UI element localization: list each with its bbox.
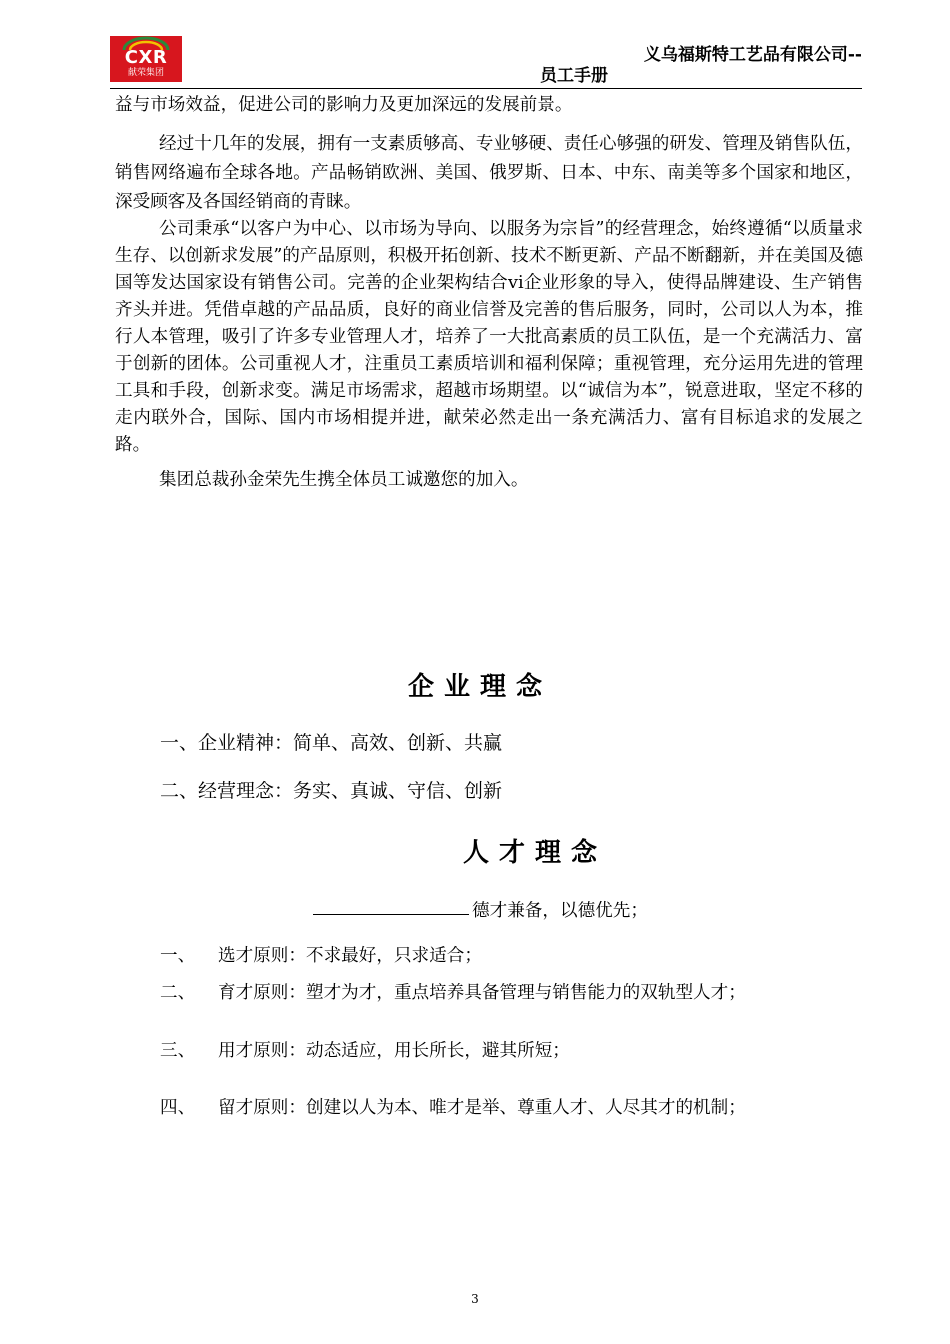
enterprise-spirit: 一、企业精神：简单、高效、创新、共赢 [160, 732, 503, 754]
principle-text: 用才原则：动态适应，用长所长，避其所短； [218, 1041, 570, 1061]
paragraph-text: 公司秉承“以客户为中心、以市场为导向、以服务为宗旨”的经营理念，始终遵循“以质量求生存、以创新求发展”的产品原则，积极开拓创新、技术不断更新、产品不断翻新，并在美国及德国等发达国家设有销售公司。完善的企业架构结合vi企业形象的导入，使得品牌建设、生产销售齐头并进。凭借卓越的产品品质，良好的商业信誉及完善的售后服务，同时，公司以人为本，推行人本管理，吸引了许多专业管理人才，培养了一大批高素质的员工队伍，是一个充满活力、富于创新的团体。公司重视人才，注重员工素质培训和福利保障；重视管理，充分运用先进的管理工具和手段，创新求变。满足市场需求，超越市场期望。以“诚信为本”，锐意进取，坚定不移的走内联外合，国际、国内市场相提并进，献荣必然走出一条充满活力、富有目标追求的发展之路。 [115, 219, 863, 455]
philosophy-heading: 企业理念 [407, 672, 552, 702]
logo-text: CXR [124, 47, 168, 68]
principle-number: 二、 [160, 983, 196, 1003]
intro-paragraph-3 [115, 216, 863, 459]
paragraph-text: 益与市场效益，促进公司的影响力及更加深远的发展前景。 [115, 95, 573, 115]
principle-number: 四、 [160, 1098, 196, 1118]
management-philosophy: 二、经营理念：务实、真诚、守信、创新 [160, 780, 503, 802]
header-divider [110, 88, 862, 89]
principle-text: 留才原则：创建以人为本、唯才是举、尊重人才、人尽其才的机制； [218, 1098, 746, 1118]
talent-motto: 德才兼备，以德优先； [472, 901, 648, 921]
intro-paragraph-1 [115, 92, 863, 119]
header-document-title: 员工手册 [540, 66, 608, 86]
principle-number: 一、 [160, 946, 196, 966]
intro-paragraph-4 [115, 467, 863, 494]
paragraph-text: 集团总裁孙金荣先生携全体员工诚邀您的加入。 [159, 470, 529, 490]
intro-paragraph-2 [115, 130, 863, 217]
principle-number: 三、 [160, 1041, 196, 1061]
header-company-name: 义乌福斯特工艺品有限公司-- [643, 45, 862, 65]
talent-heading: 人才理念 [462, 838, 607, 868]
motto-underline [313, 914, 469, 915]
paragraph-text: 经过十几年的发展，拥有一支素质够高、专业够硬、责任心够强的研发、管理及销售队伍，销售网络遍布全球各地。产品畅销欧洲、美国、俄罗斯、日本、中东、南美等多个国家和地区，深受顾客及各国经销商的青睐。 [115, 134, 863, 212]
principle-text: 育才原则：塑才为才，重点培养具备管理与销售能力的双轨型人才； [218, 983, 746, 1003]
logo-subtext: 献荣集团 [127, 68, 164, 78]
company-logo [110, 36, 182, 82]
principle-text: 选才原则：不求最好，只求适合； [218, 946, 482, 966]
page-number: 3 [471, 1292, 479, 1306]
